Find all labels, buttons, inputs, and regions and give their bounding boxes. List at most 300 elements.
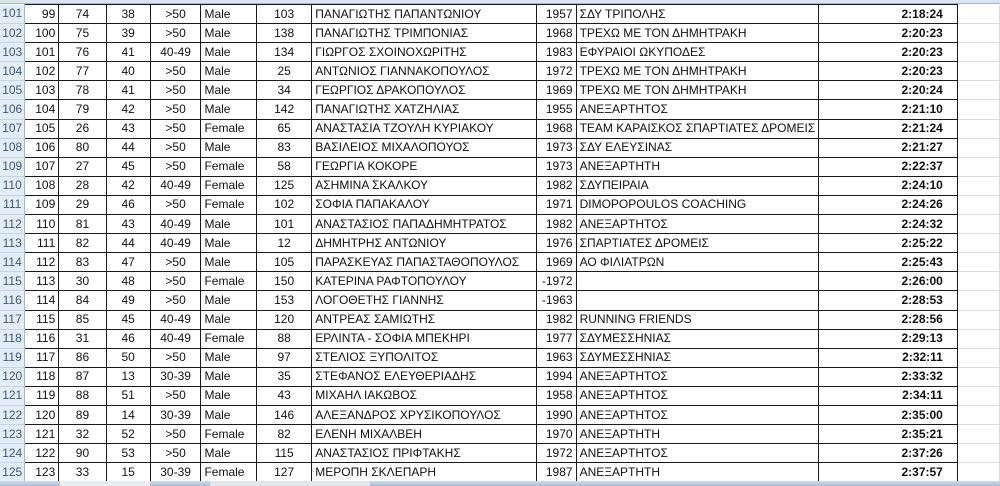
cell-birth-year[interactable]: 1972 — [536, 62, 576, 81]
cell-bib[interactable]: 35 — [257, 367, 312, 386]
cell-time[interactable]: 2:21:24 — [819, 119, 958, 138]
cell-gender-rank[interactable]: 85 — [59, 310, 106, 329]
cell-rank[interactable]: 107 — [25, 157, 59, 176]
cell-category-rank[interactable]: 47 — [106, 253, 150, 272]
cell-gender-rank[interactable]: 77 — [59, 62, 106, 81]
cell-birth-year[interactable]: 1971 — [536, 195, 576, 214]
cell-name[interactable]: ΣΤΕΛΙΟΣ ΞΥΠΟΛΙΤΟΣ — [312, 348, 537, 367]
cell-time[interactable]: 2:28:53 — [819, 291, 958, 310]
cell-time[interactable]: 2:37:26 — [819, 444, 958, 463]
cell-gender-rank[interactable]: 78 — [59, 81, 106, 100]
cell-age-group[interactable]: 30-39 — [150, 367, 201, 386]
cell-gender-rank[interactable]: 27 — [59, 157, 106, 176]
cell-bib[interactable]: 146 — [257, 405, 312, 424]
cell-gender[interactable]: Female — [201, 157, 257, 176]
cell-club[interactable]: ΑΝΕΞΑΡΤΗΤΗ — [576, 425, 819, 444]
cell-category-rank[interactable]: 48 — [106, 272, 150, 291]
row-header[interactable]: 109 — [0, 157, 25, 176]
cell-bib[interactable]: 88 — [257, 329, 312, 348]
cell-rank[interactable]: 102 — [25, 62, 59, 81]
cell-birth-year[interactable]: 1973 — [536, 157, 576, 176]
row-header[interactable]: 103 — [0, 43, 25, 62]
cell-empty[interactable] — [957, 100, 999, 119]
cell-empty[interactable] — [957, 81, 999, 100]
cell-birth-year[interactable]: 1982 — [536, 310, 576, 329]
row-header[interactable]: 115 — [0, 272, 25, 291]
cell-time[interactable]: 2:20:23 — [819, 24, 958, 43]
row-header[interactable]: 106 — [0, 100, 25, 119]
cell-time[interactable]: 2:26:00 — [819, 272, 958, 291]
cell-name[interactable]: ΜΕΡΟΠΗ ΣΚΛΕΠΑΡΗ — [312, 463, 537, 482]
cell-bib[interactable]: 125 — [257, 176, 312, 195]
cell-name[interactable]: ΠΑΝΑΓΙΩΤΗΣ ΧΑΤΖΗΛΙΑΣ — [312, 100, 537, 119]
cell-age-group[interactable]: >50 — [150, 425, 201, 444]
cell-club[interactable]: ΣΠΑΡΤΙΑΤΕΣ ΔΡΟΜΕΙΣ — [576, 234, 819, 253]
cell-time[interactable]: 2:20:24 — [819, 81, 958, 100]
cell-bib[interactable]: 83 — [257, 138, 312, 157]
cell-empty[interactable] — [957, 310, 999, 329]
cell-bib[interactable]: 105 — [257, 253, 312, 272]
cell-bib[interactable]: 127 — [257, 463, 312, 482]
cell-name[interactable]: ΣΤΕΦΑΝΟΣ ΕΛΕΥΘΕΡΙΑΔΗΣ — [312, 367, 537, 386]
cell-time[interactable]: 2:24:26 — [819, 195, 958, 214]
cell-club[interactable]: ΣΔΥΠΕΙΡΑΙΑ — [576, 176, 819, 195]
cell-age-group[interactable]: 40-49 — [150, 43, 201, 62]
cell-category-rank[interactable]: 49 — [106, 291, 150, 310]
cell-category-rank[interactable]: 41 — [106, 81, 150, 100]
cell-category-rank[interactable]: 43 — [106, 119, 150, 138]
cell-bib[interactable]: 153 — [257, 291, 312, 310]
cell-gender-rank[interactable]: 76 — [59, 43, 106, 62]
cell-gender[interactable]: Male — [201, 5, 257, 24]
cell-name[interactable]: ΣΟΦΙΑ ΠΑΠΑΚΑΛΟΥ — [312, 195, 537, 214]
cell-club[interactable]: ΣΔΥΜΕΣΣΗΝΙΑΣ — [576, 329, 819, 348]
cell-rank[interactable]: 105 — [25, 119, 59, 138]
cell-time[interactable]: 2:21:10 — [819, 100, 958, 119]
cell-rank[interactable]: 113 — [25, 272, 59, 291]
cell-bib[interactable]: 43 — [257, 386, 312, 405]
cell-rank[interactable]: 116 — [25, 329, 59, 348]
cell-category-rank[interactable]: 53 — [106, 444, 150, 463]
cell-name[interactable]: ΕΛΕΝΗ ΜΙΧΑΛΒΕΗ — [312, 425, 537, 444]
cell-club[interactable]: ΑΝΕΞΑΡΤΗΤΟΣ — [576, 405, 819, 424]
cell-rank[interactable]: 108 — [25, 176, 59, 195]
cell-birth-year[interactable]: 1972 — [536, 444, 576, 463]
cell-empty[interactable] — [957, 253, 999, 272]
cell-club[interactable]: ΑΝΕΞΑΡΤΗΤΟΣ — [576, 215, 819, 234]
cell-category-rank[interactable]: 14 — [106, 405, 150, 424]
cell-gender[interactable]: Female — [201, 195, 257, 214]
cell-birth-year[interactable]: 1968 — [536, 24, 576, 43]
cell-bib[interactable]: 82 — [257, 425, 312, 444]
cell-club[interactable]: ΣΔΥ ΤΡΙΠΟΛΗΣ — [576, 5, 819, 24]
cell-gender-rank[interactable]: 74 — [59, 5, 106, 24]
cell-name[interactable]: ΓΕΩΡΓΙΟΣ ΔΡΑΚΟΠΟΥΛΟΣ — [312, 81, 537, 100]
cell-birth-year[interactable]: 1973 — [536, 138, 576, 157]
cell-club[interactable] — [576, 291, 819, 310]
cell-gender-rank[interactable]: 26 — [59, 119, 106, 138]
cell-empty[interactable] — [957, 291, 999, 310]
cell-age-group[interactable]: 30-39 — [150, 463, 201, 482]
cell-empty[interactable] — [957, 215, 999, 234]
row-header[interactable]: 122 — [0, 405, 25, 424]
cell-empty[interactable] — [957, 329, 999, 348]
cell-gender-rank[interactable]: 79 — [59, 100, 106, 119]
cell-rank[interactable]: 115 — [25, 310, 59, 329]
cell-gender[interactable]: Male — [201, 367, 257, 386]
cell-rank[interactable]: 123 — [25, 463, 59, 482]
cell-time[interactable]: 2:21:27 — [819, 138, 958, 157]
cell-birth-year[interactable]: 1976 — [536, 234, 576, 253]
cell-empty[interactable] — [957, 157, 999, 176]
cell-category-rank[interactable]: 13 — [106, 367, 150, 386]
cell-gender[interactable]: Male — [201, 386, 257, 405]
row-header[interactable]: 113 — [0, 234, 25, 253]
row-header[interactable]: 111 — [0, 195, 25, 214]
cell-bib[interactable]: 142 — [257, 100, 312, 119]
cell-birth-year[interactable]: 1957 — [536, 5, 576, 24]
cell-rank[interactable]: 103 — [25, 81, 59, 100]
cell-category-rank[interactable]: 50 — [106, 348, 150, 367]
cell-age-group[interactable]: >50 — [150, 5, 201, 24]
cell-birth-year[interactable]: 1969 — [536, 81, 576, 100]
row-header[interactable]: 101 — [0, 5, 25, 24]
cell-rank[interactable]: 109 — [25, 195, 59, 214]
cell-club[interactable]: ΑΝΕΞΑΡΤΗΤΟΣ — [576, 386, 819, 405]
cell-gender-rank[interactable]: 29 — [59, 195, 106, 214]
cell-age-group[interactable]: 40-49 — [150, 215, 201, 234]
cell-rank[interactable]: 114 — [25, 291, 59, 310]
cell-age-group[interactable]: >50 — [150, 81, 201, 100]
cell-birth-year[interactable]: 1982 — [536, 215, 576, 234]
cell-age-group[interactable]: 40-49 — [150, 310, 201, 329]
cell-name[interactable]: ΔΗΜΗΤΡΗΣ ΑΝΤΩΝΙΟΥ — [312, 234, 537, 253]
cell-age-group[interactable]: 40-49 — [150, 329, 201, 348]
cell-name[interactable]: ΠΑΝΑΓΙΩΤΗΣ ΠΑΠΑΝΤΩΝΙΟΥ — [312, 5, 537, 24]
cell-age-group[interactable]: >50 — [150, 272, 201, 291]
row-header[interactable]: 108 — [0, 138, 25, 157]
cell-gender[interactable]: Female — [201, 272, 257, 291]
cell-gender-rank[interactable]: 89 — [59, 405, 106, 424]
cell-age-group[interactable]: >50 — [150, 62, 201, 81]
row-header[interactable]: 105 — [0, 81, 25, 100]
cell-gender[interactable]: Male — [201, 253, 257, 272]
cell-club[interactable]: ΣΔΥΜΕΣΣΗΝΙΑΣ — [576, 348, 819, 367]
cell-age-group[interactable]: >50 — [150, 100, 201, 119]
cell-rank[interactable]: 117 — [25, 348, 59, 367]
sheet-tab[interactable] — [60, 481, 150, 486]
cell-age-group[interactable]: >50 — [150, 386, 201, 405]
cell-bib[interactable]: 134 — [257, 43, 312, 62]
cell-name[interactable]: ΕΡΛΙΝΤΑ - ΣΟΦΙΑ ΜΠΕΚΗΡΙ — [312, 329, 537, 348]
cell-birth-year[interactable]: 1968 — [536, 119, 576, 138]
cell-gender[interactable]: Male — [201, 444, 257, 463]
cell-gender-rank[interactable]: 84 — [59, 291, 106, 310]
cell-gender[interactable]: Male — [201, 138, 257, 157]
cell-bib[interactable]: 34 — [257, 81, 312, 100]
cell-club[interactable]: ΑΝΕΞΑΡΤΗΤΟΣ — [576, 100, 819, 119]
cell-time[interactable]: 2:22:37 — [819, 157, 958, 176]
cell-empty[interactable] — [957, 195, 999, 214]
cell-club[interactable]: ΑΝΕΞΑΡΤΗΤΗ — [576, 463, 819, 482]
cell-bib[interactable]: 97 — [257, 348, 312, 367]
cell-category-rank[interactable]: 40 — [106, 62, 150, 81]
cell-name[interactable]: ΒΑΣΙΛΕΙΟΣ ΜΙΧΑΛΟΠΟΥΟΣ — [312, 138, 537, 157]
cell-empty[interactable] — [957, 405, 999, 424]
cell-rank[interactable]: 112 — [25, 253, 59, 272]
cell-time[interactable]: 2:18:24 — [819, 5, 958, 24]
cell-club[interactable]: ΑΝΕΞΑΡΤΗΤΗ — [576, 157, 819, 176]
cell-category-rank[interactable]: 15 — [106, 463, 150, 482]
cell-name[interactable]: ΑΝΑΣΤΑΣΙΟΣ ΠΡΙΦΤΑΚΗΣ — [312, 444, 537, 463]
cell-birth-year[interactable]: 1982 — [536, 176, 576, 195]
cell-birth-year[interactable]: 1963 — [536, 348, 576, 367]
cell-category-rank[interactable]: 38 — [106, 5, 150, 24]
cell-empty[interactable] — [957, 5, 999, 24]
cell-gender-rank[interactable]: 88 — [59, 386, 106, 405]
cell-bib[interactable]: 150 — [257, 272, 312, 291]
cell-time[interactable]: 2:34:11 — [819, 386, 958, 405]
cell-time[interactable]: 2:24:10 — [819, 176, 958, 195]
cell-gender-rank[interactable]: 80 — [59, 138, 106, 157]
cell-time[interactable]: 2:33:32 — [819, 367, 958, 386]
row-header[interactable]: 107 — [0, 119, 25, 138]
cell-time[interactable]: 2:25:43 — [819, 253, 958, 272]
cell-gender[interactable]: Male — [201, 310, 257, 329]
cell-name[interactable]: ΠΑΡΑΣΚΕΥΑΣ ΠΑΠΑΣΤΑΘΟΠΟΥΛΟΣ — [312, 253, 537, 272]
cell-bib[interactable]: 120 — [257, 310, 312, 329]
cell-empty[interactable] — [957, 272, 999, 291]
cell-gender-rank[interactable]: 32 — [59, 425, 106, 444]
cell-gender[interactable]: Male — [201, 62, 257, 81]
cell-category-rank[interactable]: 44 — [106, 234, 150, 253]
cell-gender[interactable]: Female — [201, 329, 257, 348]
cell-empty[interactable] — [957, 43, 999, 62]
cell-rank[interactable]: 110 — [25, 215, 59, 234]
cell-empty[interactable] — [957, 176, 999, 195]
cell-gender[interactable]: Male — [201, 291, 257, 310]
cell-age-group[interactable]: >50 — [150, 24, 201, 43]
cell-time[interactable]: 2:29:13 — [819, 329, 958, 348]
row-header[interactable]: 118 — [0, 329, 25, 348]
cell-club[interactable]: TEAM ΚΑΡΑΙΣΚΟΣ ΣΠΑΡΤΙΑΤΕΣ ΔΡΟΜΕΙΣ — [576, 119, 819, 138]
cell-rank[interactable]: 119 — [25, 386, 59, 405]
cell-category-rank[interactable]: 43 — [106, 215, 150, 234]
cell-category-rank[interactable]: 44 — [106, 138, 150, 157]
cell-gender-rank[interactable]: 82 — [59, 234, 106, 253]
row-header[interactable]: 120 — [0, 367, 25, 386]
cell-name[interactable]: ΑΝΑΣΤΑΣΙΟΣ ΠΑΠΑΔΗΜΗΤΡΑΤΟΣ — [312, 215, 537, 234]
cell-empty[interactable] — [957, 348, 999, 367]
cell-age-group[interactable]: >50 — [150, 253, 201, 272]
cell-gender[interactable]: Female — [201, 176, 257, 195]
cell-time[interactable]: 2:37:57 — [819, 463, 958, 482]
cell-category-rank[interactable]: 51 — [106, 386, 150, 405]
cell-club[interactable]: ΤΡΕΧΩ ΜΕ ΤΟΝ ΔΗΜΗΤΡΑΚΗ — [576, 62, 819, 81]
cell-category-rank[interactable]: 42 — [106, 100, 150, 119]
cell-name[interactable]: ΑΝΑΣΤΑΣΙΑ ΤΖΟΥΛΗ ΚΥΡΙΑΚΟΥ — [312, 119, 537, 138]
cell-empty[interactable] — [957, 119, 999, 138]
cell-gender[interactable]: Male — [201, 43, 257, 62]
cell-birth-year[interactable]: 1958 — [536, 386, 576, 405]
cell-bib[interactable]: 58 — [257, 157, 312, 176]
cell-club[interactable]: DIMOPOPOULOS COACHING — [576, 195, 819, 214]
cell-empty[interactable] — [957, 234, 999, 253]
cell-gender[interactable]: Male — [201, 24, 257, 43]
cell-birth-year[interactable]: 1955 — [536, 100, 576, 119]
cell-name[interactable]: ΑΝΤΩΝΙΟΣ ΓΙΑΝΝΑΚΟΠΟΥΛΟΣ — [312, 62, 537, 81]
cell-category-rank[interactable]: 46 — [106, 195, 150, 214]
cell-rank[interactable]: 122 — [25, 444, 59, 463]
cell-time[interactable]: 2:35:21 — [819, 425, 958, 444]
cell-gender[interactable]: Male — [201, 81, 257, 100]
cell-category-rank[interactable]: 45 — [106, 157, 150, 176]
cell-gender[interactable]: Female — [201, 425, 257, 444]
cell-birth-year[interactable]: 1977 — [536, 329, 576, 348]
cell-category-rank[interactable]: 46 — [106, 329, 150, 348]
row-header[interactable]: 116 — [0, 291, 25, 310]
cell-age-group[interactable]: >50 — [150, 157, 201, 176]
cell-birth-year[interactable]: 1969 — [536, 253, 576, 272]
row-header[interactable]: 124 — [0, 444, 25, 463]
cell-gender[interactable]: Male — [201, 405, 257, 424]
row-header[interactable]: 104 — [0, 62, 25, 81]
cell-rank[interactable]: 104 — [25, 100, 59, 119]
cell-age-group[interactable]: >50 — [150, 195, 201, 214]
cell-rank[interactable]: 121 — [25, 425, 59, 444]
cell-rank[interactable]: 106 — [25, 138, 59, 157]
row-header[interactable]: 110 — [0, 176, 25, 195]
cell-club[interactable]: RUNNING FRIENDS — [576, 310, 819, 329]
row-header[interactable]: 119 — [0, 348, 25, 367]
cell-gender-rank[interactable]: 87 — [59, 367, 106, 386]
cell-birth-year[interactable]: 1994 — [536, 367, 576, 386]
cell-club[interactable]: ΤΡΕΧΩ ΜΕ ΤΟΝ ΔΗΜΗΤΡΑΚΗ — [576, 24, 819, 43]
cell-gender-rank[interactable]: 75 — [59, 24, 106, 43]
cell-club[interactable]: ΑΝΕΞΑΡΤΗΤΟΣ — [576, 367, 819, 386]
cell-club[interactable]: ΑΟ ΦΙΛΙΑΤΡΩΝ — [576, 253, 819, 272]
cell-club[interactable]: ΣΔΥ ΕΛΕΥΣΙΝΑΣ — [576, 138, 819, 157]
cell-gender-rank[interactable]: 90 — [59, 444, 106, 463]
cell-time[interactable]: 2:20:23 — [819, 62, 958, 81]
cell-time[interactable]: 2:32:11 — [819, 348, 958, 367]
row-header[interactable]: 102 — [0, 24, 25, 43]
cell-name[interactable]: ΜΙΧΑΗΛ ΙΑΚΩΒΟΣ — [312, 386, 537, 405]
cell-bib[interactable]: 103 — [257, 5, 312, 24]
cell-category-rank[interactable]: 42 — [106, 176, 150, 195]
cell-time[interactable]: 2:28:56 — [819, 310, 958, 329]
cell-category-rank[interactable]: 52 — [106, 425, 150, 444]
cell-age-group[interactable]: >50 — [150, 138, 201, 157]
cell-birth-year[interactable]: 1987 — [536, 463, 576, 482]
cell-gender-rank[interactable]: 33 — [59, 463, 106, 482]
cell-bib[interactable]: 102 — [257, 195, 312, 214]
cell-empty[interactable] — [957, 138, 999, 157]
cell-gender-rank[interactable]: 31 — [59, 329, 106, 348]
cell-bib[interactable]: 138 — [257, 24, 312, 43]
cell-name[interactable]: ΠΑΝΑΓΙΩΤΗΣ ΤΡΙΜΠΟΝΙΑΣ — [312, 24, 537, 43]
scrollbar-thumb[interactable] — [210, 481, 370, 486]
row-header[interactable]: 123 — [0, 425, 25, 444]
cell-bib[interactable]: 12 — [257, 234, 312, 253]
cell-age-group[interactable]: >50 — [150, 291, 201, 310]
cell-name[interactable]: ΑΝΤΡΕΑΣ ΣΑΜΙΩΤΗΣ — [312, 310, 537, 329]
cell-bib[interactable]: 115 — [257, 444, 312, 463]
cell-age-group[interactable]: 40-49 — [150, 234, 201, 253]
cell-rank[interactable]: 120 — [25, 405, 59, 424]
cell-bib[interactable]: 65 — [257, 119, 312, 138]
horizontal-scrollbar[interactable] — [0, 481, 1000, 486]
cell-name[interactable]: ΑΣΗΜΙΝΑ ΣΚΑΛΚΟΥ — [312, 176, 537, 195]
cell-age-group[interactable]: >50 — [150, 444, 201, 463]
cell-club[interactable]: ΕΦΥΡΑΙΟΙ ΩΚΥΠΟΔΕΣ — [576, 43, 819, 62]
cell-empty[interactable] — [957, 62, 999, 81]
cell-club[interactable]: ΑΝΕΞΑΡΤΗΤΟΣ — [576, 444, 819, 463]
cell-gender-rank[interactable]: 28 — [59, 176, 106, 195]
row-header[interactable]: 125 — [0, 463, 25, 482]
cell-birth-year[interactable]: -1963 — [536, 291, 576, 310]
cell-gender[interactable]: Male — [201, 215, 257, 234]
cell-age-group[interactable]: 30-39 — [150, 405, 201, 424]
cell-birth-year[interactable]: 1983 — [536, 43, 576, 62]
cell-birth-year[interactable]: -1972 — [536, 272, 576, 291]
cell-gender[interactable]: Female — [201, 463, 257, 482]
cell-name[interactable]: ΚΑΤΕΡΙΝΑ ΡΑΦΤΟΠΟΥΛΟΥ — [312, 272, 537, 291]
cell-rank[interactable]: 100 — [25, 24, 59, 43]
cell-age-group[interactable]: 40-49 — [150, 176, 201, 195]
cell-gender-rank[interactable]: 86 — [59, 348, 106, 367]
cell-empty[interactable] — [957, 425, 999, 444]
cell-category-rank[interactable]: 39 — [106, 24, 150, 43]
cell-gender[interactable]: Male — [201, 348, 257, 367]
cell-rank[interactable]: 99 — [25, 5, 59, 24]
cell-gender[interactable]: Male — [201, 100, 257, 119]
cell-club[interactable] — [576, 272, 819, 291]
cell-time[interactable]: 2:25:22 — [819, 234, 958, 253]
cell-empty[interactable] — [957, 24, 999, 43]
cell-name[interactable]: ΓΙΩΡΓΟΣ ΣΧΟΙΝΟΧΩΡΙΤΗΣ — [312, 43, 537, 62]
cell-gender-rank[interactable]: 81 — [59, 215, 106, 234]
cell-rank[interactable]: 101 — [25, 43, 59, 62]
cell-rank[interactable]: 118 — [25, 367, 59, 386]
row-header[interactable]: 112 — [0, 215, 25, 234]
cell-gender[interactable]: Male — [201, 234, 257, 253]
row-header[interactable]: 121 — [0, 386, 25, 405]
cell-bib[interactable]: 101 — [257, 215, 312, 234]
row-header[interactable]: 114 — [0, 253, 25, 272]
cell-age-group[interactable]: >50 — [150, 348, 201, 367]
cell-age-group[interactable]: >50 — [150, 119, 201, 138]
cell-empty[interactable] — [957, 386, 999, 405]
cell-name[interactable]: ΓΕΩΡΓΙΑ ΚΟΚΟΡΕ — [312, 157, 537, 176]
cell-name[interactable]: ΑΛΕΞΑΝΔΡΟΣ ΧΡΥΣΙΚΟΠΟΥΛΟΣ — [312, 405, 537, 424]
cell-time[interactable]: 2:20:23 — [819, 43, 958, 62]
cell-category-rank[interactable]: 45 — [106, 310, 150, 329]
cell-gender-rank[interactable]: 30 — [59, 272, 106, 291]
cell-birth-year[interactable]: 1990 — [536, 405, 576, 424]
cell-empty[interactable] — [957, 463, 999, 482]
cell-category-rank[interactable]: 41 — [106, 43, 150, 62]
cell-time[interactable]: 2:35:00 — [819, 405, 958, 424]
cell-club[interactable]: ΤΡΕΧΩ ΜΕ ΤΟΝ ΔΗΜΗΤΡΑΚΗ — [576, 81, 819, 100]
cell-birth-year[interactable]: 1970 — [536, 425, 576, 444]
cell-time[interactable]: 2:24:32 — [819, 215, 958, 234]
cell-empty[interactable] — [957, 367, 999, 386]
cell-rank[interactable]: 111 — [25, 234, 59, 253]
row-header[interactable]: 117 — [0, 310, 25, 329]
cell-empty[interactable] — [957, 444, 999, 463]
cell-bib[interactable]: 25 — [257, 62, 312, 81]
